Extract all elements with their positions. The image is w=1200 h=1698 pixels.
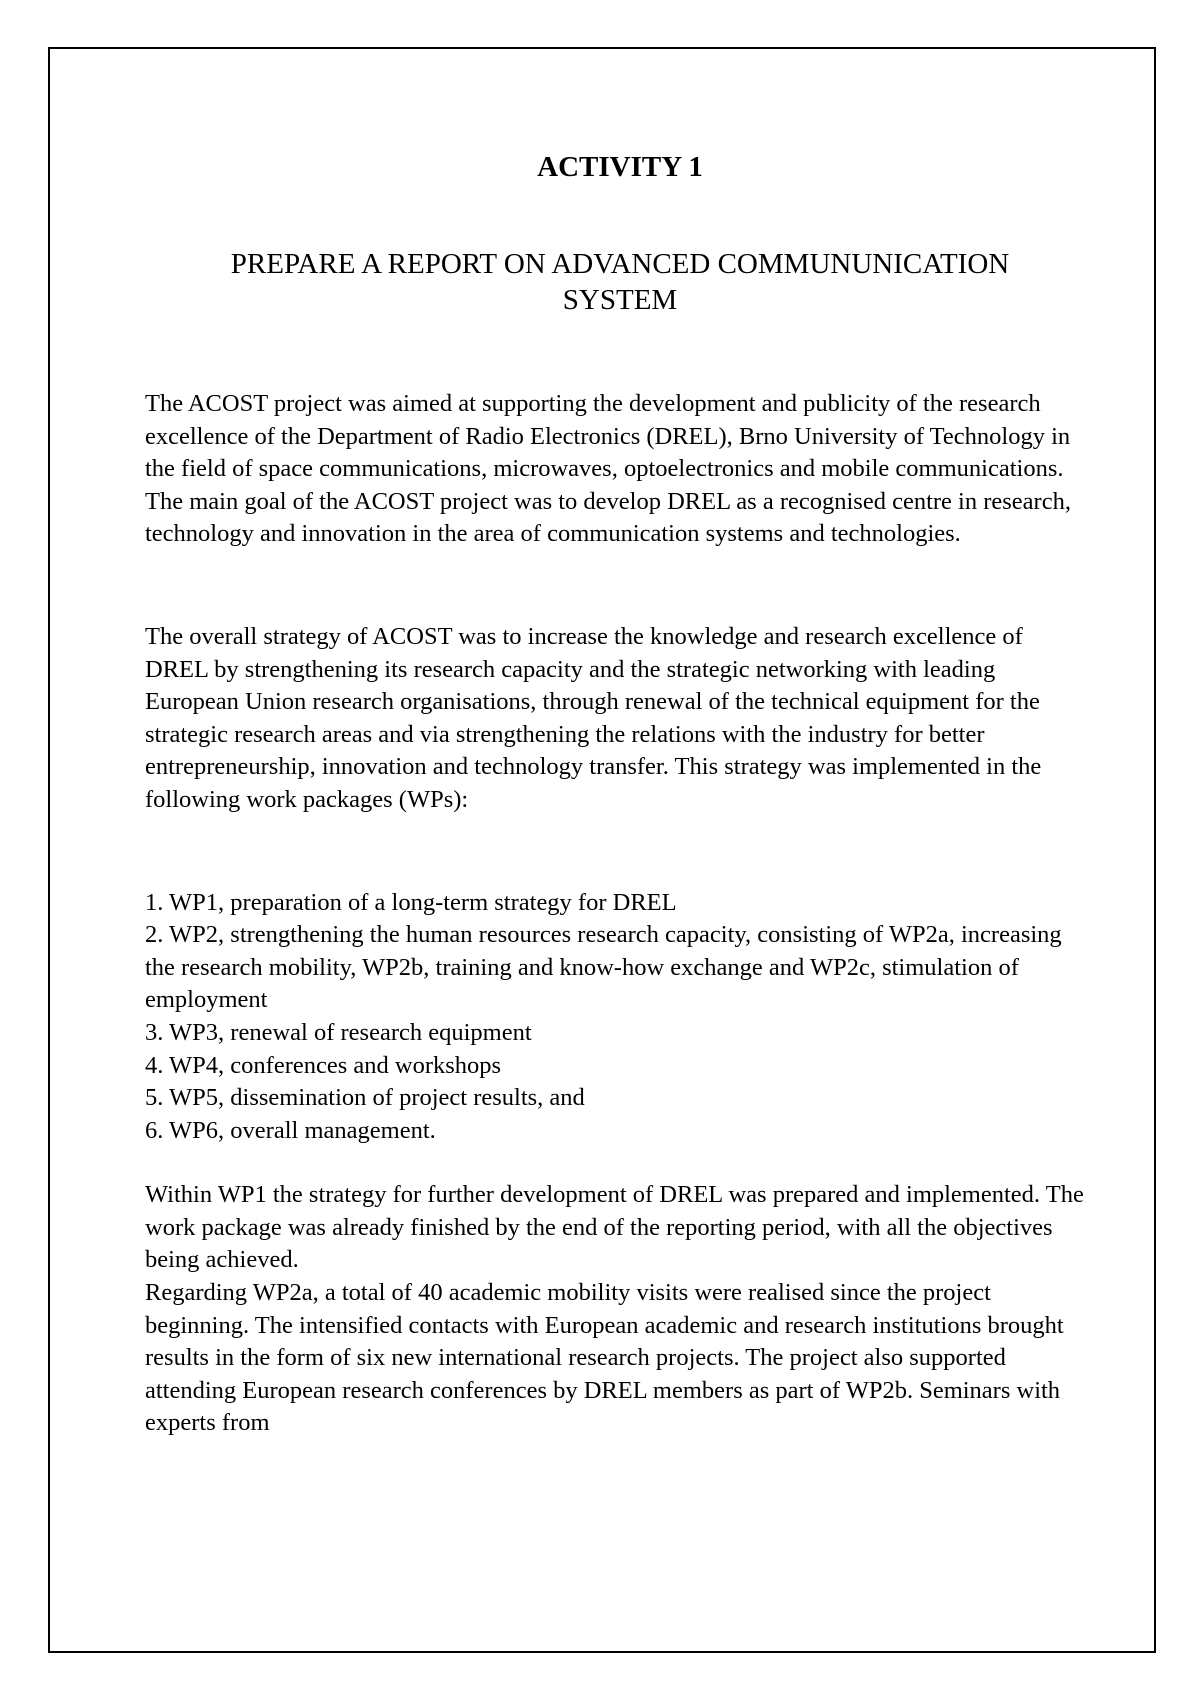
subtitle-line-1: PREPARE A REPORT ON ADVANCED COMMUNUNICATION xyxy=(230,248,1010,280)
document-title: ACTIVITY 1 xyxy=(537,151,703,183)
paragraph-wp1-summary: Within WP1 the strategy for further development of DREL was prepared and implemented. The work package was already finished by the end of the reporting period, with all the objectives being achieved. xyxy=(145,1181,1084,1274)
paragraph-wp2a-summary: Regarding WP2a, a total of 40 academic mobility visits were realised since the project beginning. The intensified contacts with European academic and research institutions brought results in the form of six new international research projects. The project also supported attending European research conferences by DREL members as part of WP2b. Seminars with experts from xyxy=(145,1279,1064,1437)
list-item: 3. WP3, renewal of research equipment xyxy=(145,1018,532,1046)
list-item: 6. WP6, overall management. xyxy=(145,1116,436,1144)
list-item: 2. WP2, strengthening the human resources research capacity, consisting of WP2a, increasing the research mobility, WP2b, training and know-how exchange and WP2c, stimulation of employment xyxy=(145,921,1062,1014)
list-item: 1. WP1, preparation of a long-term strategy for DREL xyxy=(145,888,677,916)
paragraph-overall-strategy: The overall strategy of ACOST was to increase the knowledge and research excellence of DREL by strengthening its research capacity and the strategic networking with leading European Union research organisations, through renewal of the technical equipment for the strategic research areas and via strengthening the relations with the industry for better entrepreneurship, innovation and technology transfer. This strategy was implemented in the following work packages (WPs): xyxy=(145,622,1042,813)
subtitle-line-2: SYSTEM xyxy=(562,284,678,316)
document-subtitle xyxy=(145,246,1085,318)
work-package-list xyxy=(145,887,1085,1148)
list-item: 5. WP5, dissemination of project results, and xyxy=(145,1084,585,1112)
paragraph-project-aim: The ACOST project was aimed at supporting the development and publicity of the research excellence of the Department of Radio Electronics (DREL), Brno University of Technology in the field of space communications, microwaves, optoelectronics and mobile communications. The main goal of the ACOST project was to develop DREL as a recognised centre in research, technology and innovation in the area of communication systems and technologies. xyxy=(145,390,1071,548)
list-item: 4. WP4, conferences and workshops xyxy=(145,1051,502,1079)
document-body xyxy=(145,140,1085,1440)
